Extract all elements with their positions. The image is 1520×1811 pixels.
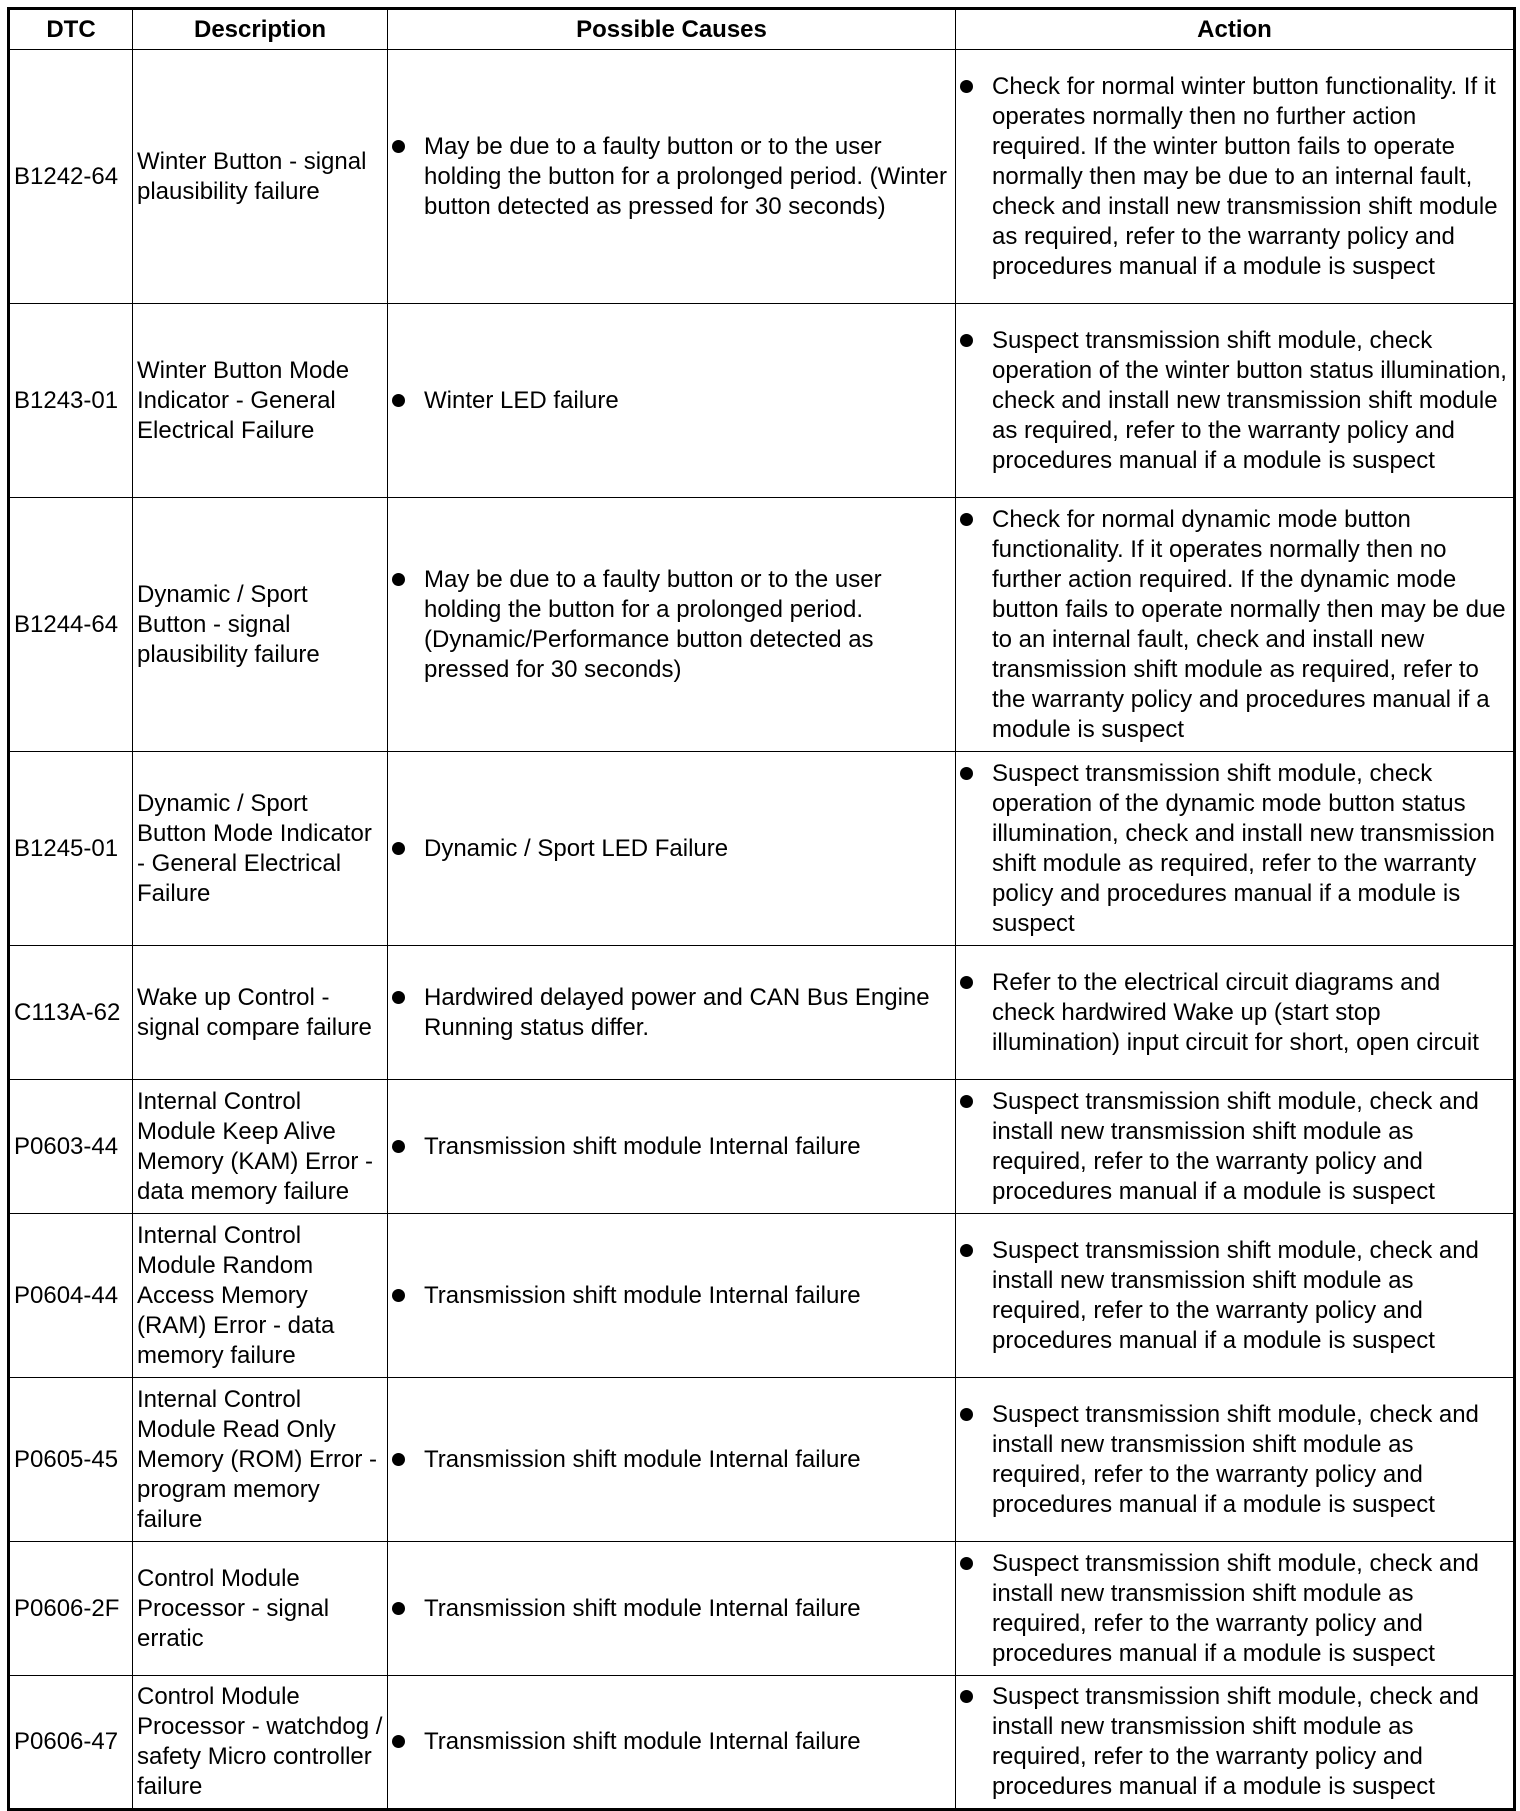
action-list-item: [960, 1236, 1509, 1356]
cause-list-item: [392, 132, 951, 222]
table-row: [9, 1214, 1515, 1378]
dtc-description: Winter Button Mode Indicator - General Electrical Failure: [133, 304, 388, 498]
dtc-code: B1244-64: [9, 498, 133, 752]
bullet-icon: [392, 991, 405, 1004]
cause-text: Winter LED failure: [424, 386, 619, 414]
header-dtc: DTC: [9, 9, 133, 50]
bullet-icon: [960, 767, 973, 780]
dtc-code: P0605-45: [9, 1378, 133, 1542]
dtc-description: Internal Control Module Keep Alive Memory (KAM) Error - data memory failure: [133, 1080, 388, 1214]
bullet-icon: [960, 1095, 973, 1108]
cause-list-item: [392, 983, 951, 1043]
cause-text: Transmission shift module Internal failure: [424, 1132, 861, 1160]
dtc-table-container: [7, 7, 1513, 1811]
table-row: [9, 752, 1515, 946]
action-cell: [956, 1542, 1515, 1676]
action-list-item: [960, 72, 1509, 282]
cause-text: Transmission shift module Internal failure: [424, 1281, 861, 1309]
header-action: Action: [956, 9, 1515, 50]
table-row: [9, 1676, 1515, 1810]
action-text: Refer to the electrical circuit diagrams and check hardwired Wake up (start stop illumination) input circuit for short, open circuit: [992, 968, 1479, 1056]
action-cell: [956, 1080, 1515, 1214]
action-text: Suspect transmission shift module, check and install new transmission shift module as required, refer to the warranty policy and procedures manual if a module is suspect: [992, 1400, 1479, 1518]
bullet-icon: [392, 1140, 405, 1153]
bullet-icon: [392, 1735, 405, 1748]
cause-list-item: [392, 1727, 951, 1757]
action-list-item: [960, 1549, 1509, 1669]
bullet-icon: [392, 573, 405, 586]
action-list-item: [960, 759, 1509, 939]
cause-list-item: [392, 386, 951, 416]
possible-cause-cell: [388, 1542, 956, 1676]
cause-text: Transmission shift module Internal failure: [424, 1445, 861, 1473]
action-text: Check for normal dynamic mode button functionality. If it operates normally then no further action required. If the dynamic mode button fails to operate normally then may be due to an internal fault, check and install new transmission shift module as required, refer to the warranty policy and procedures manual if a module is suspect: [992, 505, 1506, 743]
cause-text: Transmission shift module Internal failure: [424, 1728, 861, 1755]
dtc-code: P0604-44: [9, 1214, 133, 1378]
action-text: Suspect transmission shift module, check and install new transmission shift module as required, refer to the warranty policy and procedures manual if a module is suspect: [992, 1683, 1479, 1800]
bullet-icon: [960, 1690, 973, 1703]
bullet-icon: [960, 976, 973, 989]
bullet-icon: [392, 1289, 405, 1302]
action-cell: [956, 498, 1515, 752]
action-cell: [956, 1214, 1515, 1378]
action-cell: [956, 946, 1515, 1080]
action-list-item: [960, 1682, 1509, 1802]
table-row: [9, 1080, 1515, 1214]
cause-text: Transmission shift module Internal failure: [424, 1594, 861, 1622]
possible-cause-cell: [388, 1378, 956, 1542]
cause-text: May be due to a faulty button or to the user holding the button for a prolonged period. (Winter button detected as pressed for 30 seconds): [424, 132, 947, 220]
possible-cause-cell: [388, 304, 956, 498]
possible-cause-cell: [388, 1214, 956, 1378]
cause-list-item: [392, 834, 951, 864]
action-cell: [956, 1378, 1515, 1542]
bullet-icon: [392, 140, 405, 153]
action-cell: [956, 752, 1515, 946]
dtc-code: B1245-01: [9, 752, 133, 946]
bullet-icon: [960, 334, 973, 347]
dtc-description: Internal Control Module Read Only Memory (ROM) Error - program memory failure: [133, 1378, 388, 1542]
possible-cause-cell: [388, 752, 956, 946]
dtc-description: Dynamic / Sport Button Mode Indicator - General Electrical Failure: [133, 752, 388, 946]
action-text: Suspect transmission shift module, check and install new transmission shift module as required, refer to the warranty policy and procedures manual if a module is suspect: [992, 1236, 1479, 1354]
dtc-code: B1242-64: [9, 50, 133, 304]
header-possible-causes: Possible Causes: [388, 9, 956, 50]
action-text: Suspect transmission shift module, check operation of the winter button status illumination, check and install new transmission shift module as required, refer to the warranty policy and procedures manual if a module is suspect: [992, 326, 1507, 474]
header-row: [9, 9, 1515, 50]
dtc-code: P0606-47: [9, 1676, 133, 1810]
action-text: Suspect transmission shift module, check and install new transmission shift module as required, refer to the warranty policy and procedures manual if a module is suspect: [992, 1087, 1479, 1205]
possible-cause-cell: [388, 50, 956, 304]
bullet-icon: [960, 80, 973, 93]
possible-cause-cell: [388, 498, 956, 752]
cause-list-item: [392, 565, 951, 685]
cause-text: Hardwired delayed power and CAN Bus Engine Running status differ.: [424, 983, 930, 1041]
dtc-code: B1243-01: [9, 304, 133, 498]
action-list-item: [960, 1400, 1509, 1520]
possible-cause-cell: [388, 1080, 956, 1214]
dtc-description: Internal Control Module Random Access Memory (RAM) Error - data memory failure: [133, 1214, 388, 1378]
cause-list-item: [392, 1132, 951, 1162]
dtc-description: Control Module Processor - signal erratic: [133, 1542, 388, 1676]
cause-text: Dynamic / Sport LED Failure: [424, 834, 729, 862]
dtc-description: Winter Button - signal plausibility failure: [133, 50, 388, 304]
action-text: Suspect transmission shift module, check and install new transmission shift module as required, refer to the warranty policy and procedures manual if a module is suspect: [992, 1549, 1479, 1667]
dtc-table: [7, 7, 1516, 1811]
action-cell: [956, 1676, 1515, 1810]
bullet-icon: [960, 1408, 973, 1421]
table-row: [9, 1378, 1515, 1542]
action-list-item: [960, 968, 1509, 1058]
action-list-item: [960, 326, 1509, 476]
action-list-item: [960, 505, 1509, 745]
action-cell: [956, 304, 1515, 498]
bullet-icon: [392, 1453, 405, 1466]
cause-list-item: [392, 1594, 951, 1624]
action-list-item: [960, 1087, 1509, 1207]
bullet-icon: [960, 1244, 973, 1257]
dtc-description: Wake up Control - signal compare failure: [133, 946, 388, 1080]
table-row: [9, 946, 1515, 1080]
table-row: [9, 1542, 1515, 1676]
table-row: [9, 498, 1515, 752]
dtc-code: P0606-2F: [9, 1542, 133, 1676]
table-row: [9, 50, 1515, 304]
cause-list-item: [392, 1281, 951, 1311]
cause-text: May be due to a faulty button or to the user holding the button for a prolonged period. (Dynamic/Performance button detected as pressed for 30 seconds): [424, 565, 882, 683]
action-cell: [956, 50, 1515, 304]
bullet-icon: [960, 1557, 973, 1570]
action-text: Suspect transmission shift module, check operation of the dynamic mode button status illumination, check and install new transmission shift module as required, refer to the warranty policy and procedures manual if a module is suspect: [992, 759, 1495, 937]
header-description: Description: [133, 9, 388, 50]
bullet-icon: [960, 513, 973, 526]
possible-cause-cell: [388, 946, 956, 1080]
bullet-icon: [392, 394, 405, 407]
bullet-icon: [392, 1602, 405, 1615]
possible-cause-cell: [388, 1676, 956, 1810]
cause-list-item: [392, 1445, 951, 1475]
table-row: [9, 304, 1515, 498]
bullet-icon: [392, 842, 405, 855]
dtc-code: C113A-62: [9, 946, 133, 1080]
dtc-description: Dynamic / Sport Button - signal plausibility failure: [133, 498, 388, 752]
action-text: Check for normal winter button functionality. If it operates normally then no further action required. If the winter button fails to operate normally then may be due to an internal fault, check and install new transmission shift module as required, refer to the warranty policy and procedures manual if a module is suspect: [992, 72, 1498, 280]
dtc-code: P0603-44: [9, 1080, 133, 1214]
dtc-description: Control Module Processor - watchdog / safety Micro controller failure: [133, 1676, 388, 1810]
